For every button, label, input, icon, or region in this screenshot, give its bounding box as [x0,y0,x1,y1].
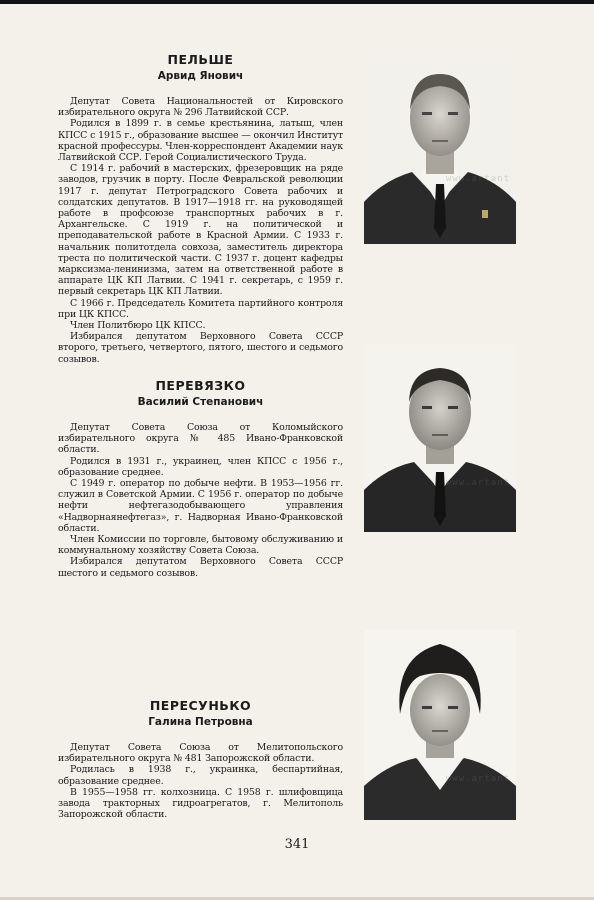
entry-surname: ПЕЛЬШЕ [167,52,234,67]
entry-given-name: Василий Степанович [137,396,264,408]
bio-paragraph: Член Комиссии по торговле, бытовому обслуживанию и коммунальному хозяйству Совета Союза. [58,534,343,557]
bio-paragraph: Родился в 1931 г., украинец, член КПСС с 1956 г., образование среднее. [58,455,343,478]
bio-paragraph: Родилась в 1938 г., украинка, беспартийная, образование среднее. [58,764,343,787]
portrait-photo-peresunko [364,630,516,820]
portrait-photo-pelshe [364,52,516,244]
bio-paragraph: С 1949 г. оператор по добыче нефти. В 1953—1956 гг. служил в Советской Армии. С 1956 г. оператор по добыче нефти нефтегазодобывающего управления «Надворнаянефтегаз», г. Надворная Ивано-Франковской области. [58,478,343,534]
page-top-edge [0,0,594,4]
page-number: 341 [284,837,310,852]
bio-paragraph: В 1955—1958 гг. колхозница. С 1958 г. шлифовщица завода тракторных гидроагрегатов, г. Мелитополь Запорожской области. [58,786,343,821]
watermark: www.artant [445,174,510,184]
entry-pereviazko [58,378,343,579]
bio-paragraph: Депутат Совета Союза от Коломыйского избирательного округа № 485 Ивано-Франковской области. [58,422,343,456]
bio-paragraph: Депутат Совета Союза от Мелитопольского избирательного округа № 481 Запорожской области. [58,742,343,765]
bio-paragraph: С 1914 г. рабочий в мастерских, фрезеровщик на ряде заводов, грузчик в порту. После Февральской революции 1917 г. депутат Петроградского Совета рабочих и солдатских депутатов. В 1917—1918 гг. на руководящей работе в профсоюзе транспортных рабочих в г. Архангельске. С 1919 г. на политической и преподавательской работе в Красной Армии. С 1933 г. начальник политотдела совхоза, заместитель директора треста по политической части. С 1937 г. доцент кафедры марксизма-ленинизма, затем на ответственной работе в аппарате ЦК КП Латвии. С 1941 г. секретарь, с 1959 г. первый секретарь ЦК КП Латвии. [58,163,343,298]
bio-paragraph: С 1966 г. Председатель Комитета партийного контроля при ЦК КПСС. [58,297,343,320]
bio-paragraph: Избирался депутатом Верховного Совета СССР шестого и седьмого созывов. [58,556,343,579]
entry-pelshe [58,52,343,365]
entry-given-name: Галина Петровна [148,716,253,728]
watermark: www.artant [445,774,510,784]
bio-paragraph: Депутат Совета Национальностей от Кировского избирательного округа № 296 Латвийской ССР. [58,96,343,119]
entry-surname: ПЕРЕВЯЗКО [155,378,246,393]
bio-paragraph: Член Политбюро ЦК КПСС. [70,320,206,332]
entry-surname: ПЕРЕСУНЬКО [149,698,252,713]
entry-given-name: Арвид Янович [157,70,244,82]
bio-paragraph: Родился в 1899 г. в семье крестьянина, латыш, член КПСС с 1915 г., образование высшее — окончил Институт красной профессуры. Член-корреспондент Академии наук Латвийской ССР. Герой Социалистического Труда. [58,118,343,164]
watermark: www.artant [445,478,510,488]
portrait-photo-pereviazko [364,344,516,532]
entry-peresunko [58,698,343,820]
bio-paragraph: Избирался депутатом Верховного Совета СССР второго, третьего, четвертого, пятого, шестого и седьмого созывов. [58,331,343,365]
